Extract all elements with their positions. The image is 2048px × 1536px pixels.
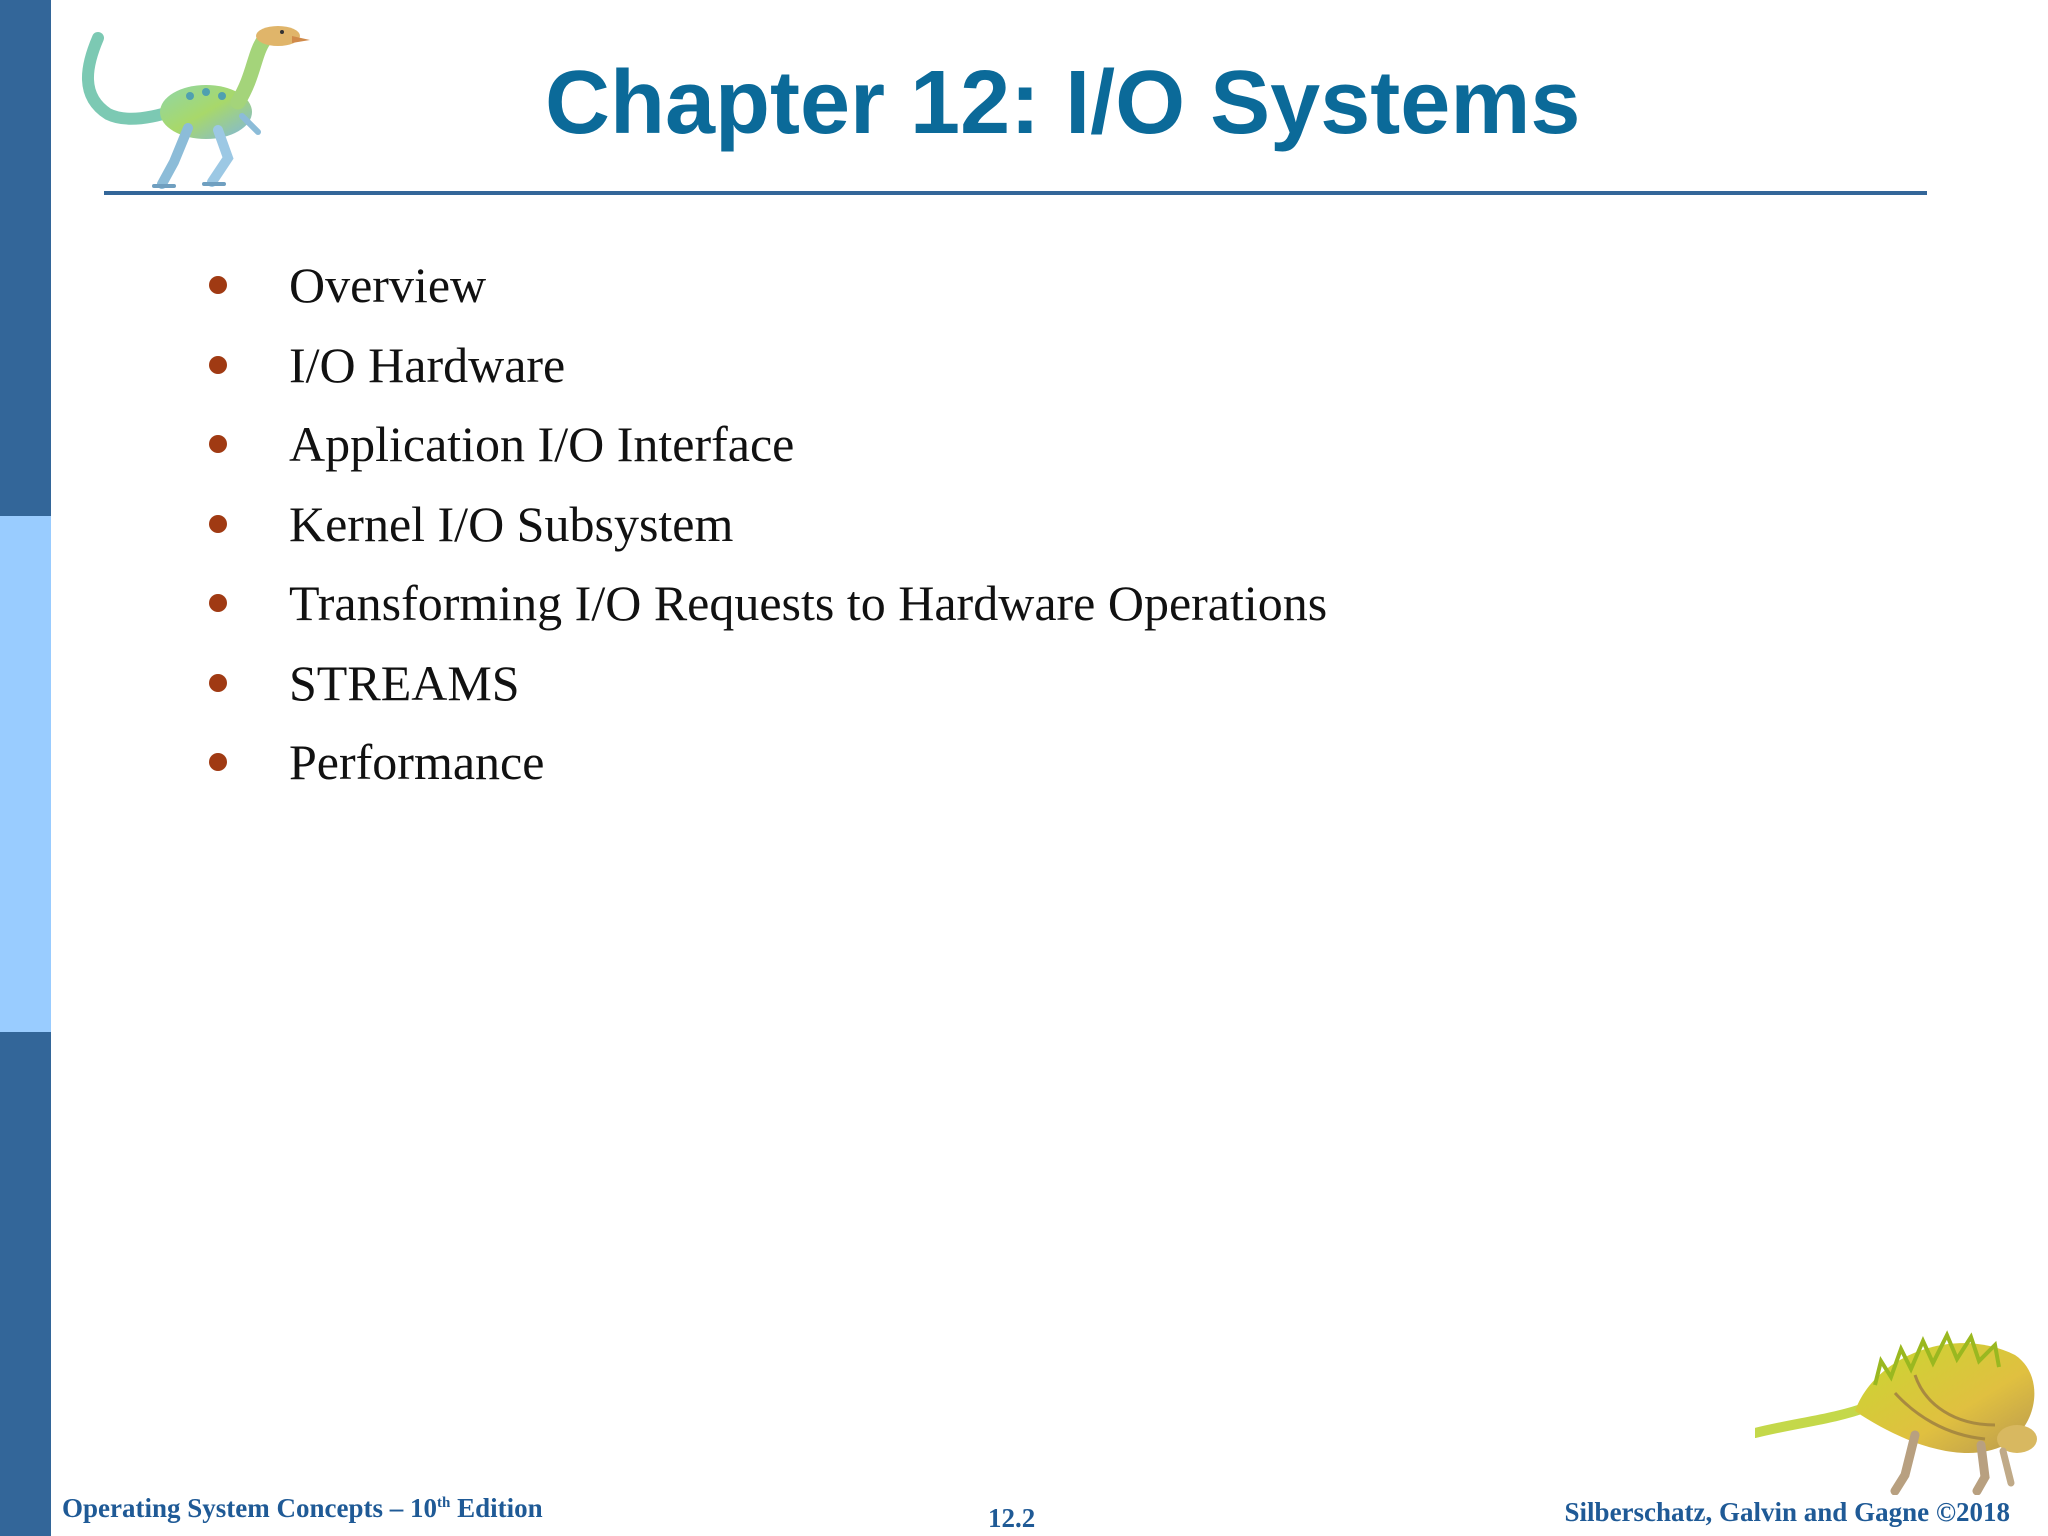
topic-list <box>0 250 1700 807</box>
page-number: 12.2 <box>988 1503 1036 1533</box>
dinosaur-crawling-icon <box>1755 1315 2045 1495</box>
list-item-label: Performance <box>289 734 545 790</box>
list-item <box>0 568 1700 648</box>
bullet-icon <box>209 515 227 533</box>
list-item-label: Application I/O Interface <box>289 416 795 472</box>
side-band-bottom <box>0 1032 51 1536</box>
list-item-label: I/O Hardware <box>289 336 566 393</box>
list-item <box>0 250 1700 330</box>
footer-book-prefix: Operating System Concepts – 10 <box>62 1493 437 1523</box>
list-item <box>0 648 1700 728</box>
list-item <box>0 489 1700 569</box>
list-item <box>0 409 1700 489</box>
footer-book-suffix: Edition <box>450 1493 543 1523</box>
list-item-label: Overview <box>289 257 487 313</box>
title-divider <box>104 191 1927 195</box>
list-item <box>0 330 1700 410</box>
bullet-icon <box>209 594 227 612</box>
footer-book-title <box>62 1493 543 1524</box>
bullet-icon <box>209 276 227 294</box>
dinosaur-standing-icon <box>78 16 318 191</box>
bullet-icon <box>209 356 227 374</box>
bullet-icon <box>209 753 227 771</box>
list-item <box>0 727 1700 807</box>
list-item-label: Kernel I/O Subsystem <box>289 495 734 552</box>
list-item-label: STREAMS <box>289 654 520 711</box>
bullet-icon <box>209 435 227 453</box>
list-item-label: Transforming I/O Requests to Hardware Operations <box>289 575 1328 631</box>
bullet-icon <box>209 674 227 692</box>
footer-copyright: Silberschatz, Galvin and Gagne ©2018 <box>1564 1497 2010 1527</box>
slide-title: Chapter 12: I/O Systems <box>545 53 1581 153</box>
footer-edition-sup: th <box>436 1495 451 1511</box>
